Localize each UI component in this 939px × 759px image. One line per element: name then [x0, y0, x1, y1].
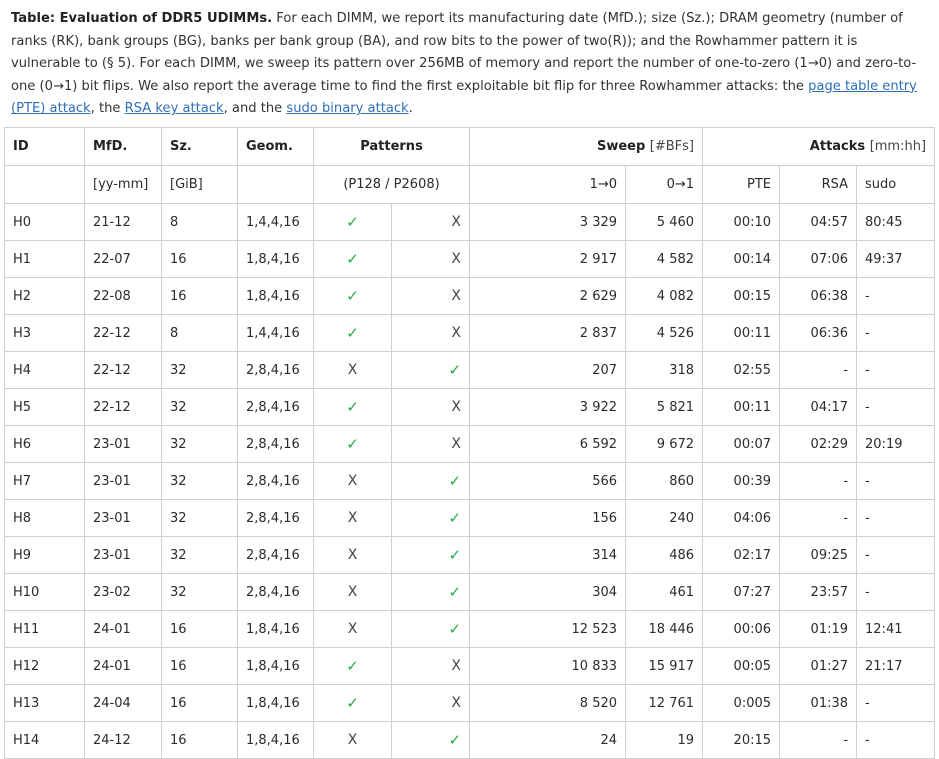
cell-rsa-time: - — [780, 500, 857, 537]
header-sweep-label: Sweep — [596, 139, 646, 154]
cell-bitflips-zero-to-one: 12 761 — [626, 685, 703, 722]
ddr5-udimm-table — [4, 127, 935, 759]
table-row — [5, 611, 935, 648]
cell-rsa-time: 02:29 — [780, 426, 857, 463]
cell-geometry: 1,8,4,16 — [238, 241, 314, 278]
cell-id: H10 — [5, 574, 85, 611]
cell-bitflips-one-to-zero: 12 523 — [470, 611, 626, 648]
cell-size: 16 — [162, 685, 238, 722]
cell-pattern-p2608-check-icon: ✓ — [392, 611, 470, 648]
cell-bitflips-zero-to-one: 860 — [626, 463, 703, 500]
cell-mfd: 22-08 — [85, 278, 162, 315]
cell-id: H12 — [5, 648, 85, 685]
cell-geometry: 1,4,4,16 — [238, 315, 314, 352]
cell-sudo-time: - — [857, 463, 935, 500]
table-row — [5, 204, 935, 241]
cell-pte-time: 04:06 — [703, 500, 780, 537]
cell-geometry: 2,8,4,16 — [238, 426, 314, 463]
table-row — [5, 500, 935, 537]
cell-pte-time: 02:55 — [703, 352, 780, 389]
cell-bitflips-one-to-zero: 156 — [470, 500, 626, 537]
cell-pattern-p2608-cross-icon: X — [392, 204, 470, 241]
cell-sudo-time: - — [857, 685, 935, 722]
cell-pte-time: 00:05 — [703, 648, 780, 685]
cell-size: 32 — [162, 463, 238, 500]
cell-sudo-time: - — [857, 278, 935, 315]
cell-pte-time: 00:15 — [703, 278, 780, 315]
cell-sudo-time: 49:37 — [857, 241, 935, 278]
caption-title: Table: Evaluation of DDR5 UDIMMs. — [11, 11, 273, 26]
table-row — [5, 278, 935, 315]
cell-geometry: 2,8,4,16 — [238, 500, 314, 537]
cell-pattern-p2608-cross-icon: X — [392, 241, 470, 278]
subheader-rsa: RSA — [780, 166, 857, 204]
cell-pte-time: 00:06 — [703, 611, 780, 648]
cell-mfd: 23-01 — [85, 426, 162, 463]
cell-geometry: 1,8,4,16 — [238, 685, 314, 722]
cell-mfd: 22-07 — [85, 241, 162, 278]
cell-size: 16 — [162, 722, 238, 759]
cell-geometry: 2,8,4,16 — [238, 463, 314, 500]
cell-bitflips-one-to-zero: 3 922 — [470, 389, 626, 426]
cell-pattern-p128-check-icon: ✓ — [314, 685, 392, 722]
cell-bitflips-zero-to-one: 5 821 — [626, 389, 703, 426]
table-row — [5, 685, 935, 722]
cell-pattern-p2608-cross-icon: X — [392, 389, 470, 426]
cell-sudo-time: - — [857, 722, 935, 759]
cell-pattern-p2608-check-icon: ✓ — [392, 352, 470, 389]
cell-pattern-p2608-cross-icon: X — [392, 315, 470, 352]
cell-pte-time: 0:005 — [703, 685, 780, 722]
cell-pte-time: 02:17 — [703, 537, 780, 574]
sudo-binary-attack-link[interactable]: sudo binary attack — [286, 101, 409, 117]
cell-bitflips-zero-to-one: 15 917 — [626, 648, 703, 685]
cell-pattern-p2608-check-icon: ✓ — [392, 500, 470, 537]
cell-bitflips-zero-to-one: 461 — [626, 574, 703, 611]
header-attacks — [703, 128, 935, 166]
cell-id: H7 — [5, 463, 85, 500]
cell-mfd: 22-12 — [85, 315, 162, 352]
cell-pattern-p2608-cross-icon: X — [392, 685, 470, 722]
cell-mfd: 24-12 — [85, 722, 162, 759]
cell-size: 16 — [162, 648, 238, 685]
subheader-geometry — [238, 166, 314, 204]
cell-mfd: 23-01 — [85, 463, 162, 500]
cell-mfd: 21-12 — [85, 204, 162, 241]
cell-id: H2 — [5, 278, 85, 315]
cell-pattern-p128-cross-icon: X — [314, 463, 392, 500]
header-mfd: MfD. — [85, 128, 162, 166]
cell-sudo-time: 21:17 — [857, 648, 935, 685]
cell-size: 32 — [162, 389, 238, 426]
cell-pattern-p2608-check-icon: ✓ — [392, 537, 470, 574]
cell-mfd: 22-12 — [85, 352, 162, 389]
cell-geometry: 1,8,4,16 — [238, 722, 314, 759]
cell-pte-time: 20:15 — [703, 722, 780, 759]
cell-rsa-time: - — [780, 722, 857, 759]
subheader-size: [GiB] — [162, 166, 238, 204]
subheader-patterns: (P128 / P2608) — [314, 166, 470, 204]
cell-pte-time: 00:10 — [703, 204, 780, 241]
cell-id: H4 — [5, 352, 85, 389]
table-row — [5, 352, 935, 389]
cell-bitflips-one-to-zero: 2 837 — [470, 315, 626, 352]
cell-rsa-time: 04:17 — [780, 389, 857, 426]
cell-sudo-time: 12:41 — [857, 611, 935, 648]
table-row — [5, 574, 935, 611]
header-attacks-unit: [mm:hh] — [869, 139, 927, 154]
cell-bitflips-zero-to-one: 9 672 — [626, 426, 703, 463]
cell-bitflips-one-to-zero: 3 329 — [470, 204, 626, 241]
cell-pattern-p2608-check-icon: ✓ — [392, 574, 470, 611]
cell-bitflips-zero-to-one: 318 — [626, 352, 703, 389]
subheader-sudo: sudo — [857, 166, 935, 204]
cell-id: H9 — [5, 537, 85, 574]
cell-pattern-p2608-cross-icon: X — [392, 426, 470, 463]
subheader-zero-to-one: 0→1 — [626, 166, 703, 204]
cell-sudo-time: - — [857, 352, 935, 389]
cell-pte-time: 00:11 — [703, 389, 780, 426]
cell-rsa-time: 04:57 — [780, 204, 857, 241]
cell-pattern-p128-cross-icon: X — [314, 611, 392, 648]
cell-sudo-time: 20:19 — [857, 426, 935, 463]
table-row — [5, 463, 935, 500]
cell-id: H3 — [5, 315, 85, 352]
cell-size: 32 — [162, 537, 238, 574]
subheader-pte: PTE — [703, 166, 780, 204]
cell-pattern-p2608-cross-icon: X — [392, 278, 470, 315]
cell-mfd: 23-02 — [85, 574, 162, 611]
cell-pattern-p128-check-icon: ✓ — [314, 204, 392, 241]
caption-text: , the — [90, 101, 125, 117]
cell-pattern-p128-cross-icon: X — [314, 352, 392, 389]
cell-rsa-time: 07:06 — [780, 241, 857, 278]
cell-id: H14 — [5, 722, 85, 759]
cell-pattern-p2608-check-icon: ✓ — [392, 463, 470, 500]
cell-pattern-p128-check-icon: ✓ — [314, 426, 392, 463]
cell-sudo-time: - — [857, 389, 935, 426]
header-sweep-unit: [#BFs] — [649, 139, 695, 154]
subheader-mfd: [yy-mm] — [85, 166, 162, 204]
cell-sudo-time: - — [857, 537, 935, 574]
cell-mfd: 23-01 — [85, 500, 162, 537]
cell-geometry: 1,8,4,16 — [238, 611, 314, 648]
cell-geometry: 2,8,4,16 — [238, 537, 314, 574]
cell-pattern-p128-cross-icon: X — [314, 722, 392, 759]
table-row — [5, 389, 935, 426]
cell-id: H1 — [5, 241, 85, 278]
cell-pte-time: 00:11 — [703, 315, 780, 352]
cell-rsa-time: - — [780, 463, 857, 500]
subheader-row — [5, 166, 935, 204]
cell-bitflips-zero-to-one: 240 — [626, 500, 703, 537]
subheader-id — [5, 166, 85, 204]
table-row — [5, 315, 935, 352]
caption-text: For each DIMM, we report its manufacturing date (MfD.); size (Sz.); DRAM geometry (number of ranks (RK), bank groups (BG), banks per bank group (BA), and row bits to the power of two(R)); and the Rowhammer pattern it is vulnerable to (§ 5). For each DIMM, we sweep its pattern over 256MB of memory and report the number of one-to-zero (1→0) and zero-to-one (0→1) bit flips. We also report the average time to find the first exploitable bit flip for three Rowhammer attacks: the — [11, 11, 917, 94]
cell-pte-time: 00:14 — [703, 241, 780, 278]
cell-id: H5 — [5, 389, 85, 426]
cell-rsa-time: 01:27 — [780, 648, 857, 685]
cell-bitflips-one-to-zero: 314 — [470, 537, 626, 574]
cell-rsa-time: - — [780, 352, 857, 389]
cell-mfd: 22-12 — [85, 389, 162, 426]
cell-size: 8 — [162, 315, 238, 352]
cell-mfd: 24-01 — [85, 648, 162, 685]
cell-bitflips-one-to-zero: 6 592 — [470, 426, 626, 463]
cell-pattern-p128-cross-icon: X — [314, 574, 392, 611]
header-row — [5, 128, 935, 166]
pte-attack-link[interactable]: page table entry (PTE) attack — [11, 78, 917, 117]
cell-bitflips-zero-to-one: 5 460 — [626, 204, 703, 241]
cell-bitflips-one-to-zero: 24 — [470, 722, 626, 759]
table-row — [5, 537, 935, 574]
cell-bitflips-zero-to-one: 4 526 — [626, 315, 703, 352]
cell-sudo-time: - — [857, 574, 935, 611]
cell-bitflips-one-to-zero: 207 — [470, 352, 626, 389]
cell-size: 16 — [162, 241, 238, 278]
cell-id: H6 — [5, 426, 85, 463]
header-size: Sz. — [162, 128, 238, 166]
cell-geometry: 1,8,4,16 — [238, 648, 314, 685]
cell-pattern-p128-check-icon: ✓ — [314, 389, 392, 426]
cell-geometry: 2,8,4,16 — [238, 389, 314, 426]
header-id: ID — [5, 128, 85, 166]
cell-pattern-p2608-cross-icon: X — [392, 648, 470, 685]
cell-sudo-time: - — [857, 500, 935, 537]
cell-sudo-time: - — [857, 315, 935, 352]
cell-size: 16 — [162, 611, 238, 648]
cell-id: H0 — [5, 204, 85, 241]
cell-bitflips-one-to-zero: 566 — [470, 463, 626, 500]
rsa-key-attack-link[interactable]: RSA key attack — [124, 101, 224, 117]
table-row — [5, 648, 935, 685]
cell-mfd: 24-04 — [85, 685, 162, 722]
cell-pattern-p128-check-icon: ✓ — [314, 315, 392, 352]
table-row — [5, 426, 935, 463]
cell-bitflips-one-to-zero: 2 629 — [470, 278, 626, 315]
cell-rsa-time: 23:57 — [780, 574, 857, 611]
cell-size: 8 — [162, 204, 238, 241]
cell-rsa-time: 01:19 — [780, 611, 857, 648]
table-row — [5, 241, 935, 278]
cell-mfd: 23-01 — [85, 537, 162, 574]
cell-rsa-time: 06:36 — [780, 315, 857, 352]
cell-mfd: 24-01 — [85, 611, 162, 648]
cell-rsa-time: 09:25 — [780, 537, 857, 574]
table-row — [5, 722, 935, 759]
cell-size: 32 — [162, 500, 238, 537]
caption-text: . — [408, 101, 413, 117]
cell-geometry: 2,8,4,16 — [238, 352, 314, 389]
cell-bitflips-zero-to-one: 486 — [626, 537, 703, 574]
cell-geometry: 1,4,4,16 — [238, 204, 314, 241]
cell-rsa-time: 01:38 — [780, 685, 857, 722]
header-patterns: Patterns — [314, 128, 470, 166]
cell-bitflips-zero-to-one: 4 582 — [626, 241, 703, 278]
cell-rsa-time: 06:38 — [780, 278, 857, 315]
cell-bitflips-zero-to-one: 18 446 — [626, 611, 703, 648]
cell-pattern-p128-check-icon: ✓ — [314, 278, 392, 315]
caption-text: , and the — [223, 101, 287, 117]
cell-bitflips-zero-to-one: 19 — [626, 722, 703, 759]
cell-sudo-time: 80:45 — [857, 204, 935, 241]
cell-pte-time: 00:39 — [703, 463, 780, 500]
cell-pattern-p128-cross-icon: X — [314, 537, 392, 574]
table-caption — [11, 8, 929, 121]
cell-pte-time: 00:07 — [703, 426, 780, 463]
cell-size: 16 — [162, 278, 238, 315]
cell-bitflips-zero-to-one: 4 082 — [626, 278, 703, 315]
cell-pattern-p128-check-icon: ✓ — [314, 241, 392, 278]
cell-geometry: 1,8,4,16 — [238, 278, 314, 315]
cell-bitflips-one-to-zero: 10 833 — [470, 648, 626, 685]
cell-size: 32 — [162, 352, 238, 389]
header-attacks-label: Attacks — [809, 139, 866, 154]
cell-geometry: 2,8,4,16 — [238, 574, 314, 611]
header-sweep — [470, 128, 703, 166]
cell-size: 32 — [162, 426, 238, 463]
cell-size: 32 — [162, 574, 238, 611]
cell-pattern-p128-check-icon: ✓ — [314, 648, 392, 685]
cell-bitflips-one-to-zero: 304 — [470, 574, 626, 611]
cell-id: H13 — [5, 685, 85, 722]
cell-id: H8 — [5, 500, 85, 537]
cell-id: H11 — [5, 611, 85, 648]
cell-bitflips-one-to-zero: 8 520 — [470, 685, 626, 722]
subheader-one-to-zero: 1→0 — [470, 166, 626, 204]
header-geometry: Geom. — [238, 128, 314, 166]
cell-pattern-p2608-check-icon: ✓ — [392, 722, 470, 759]
cell-bitflips-one-to-zero: 2 917 — [470, 241, 626, 278]
cell-pattern-p128-cross-icon: X — [314, 500, 392, 537]
cell-pte-time: 07:27 — [703, 574, 780, 611]
